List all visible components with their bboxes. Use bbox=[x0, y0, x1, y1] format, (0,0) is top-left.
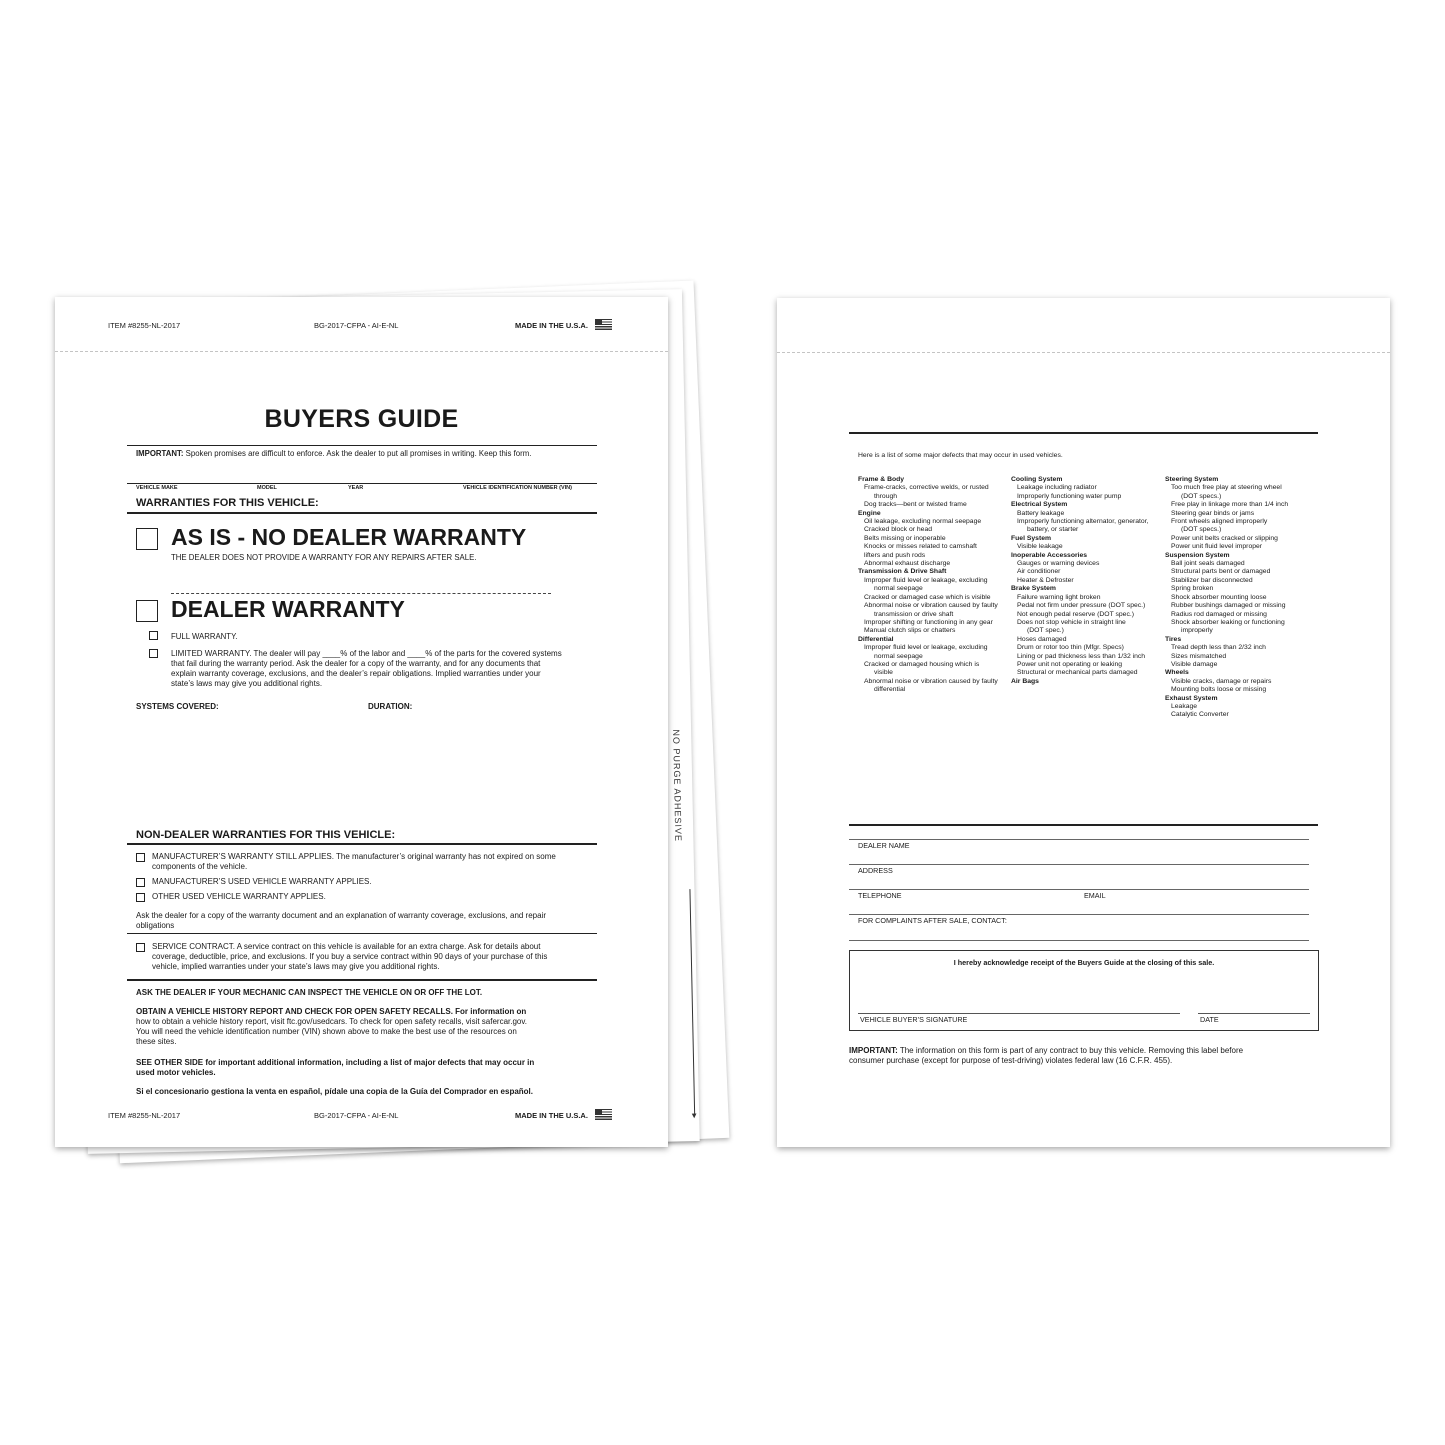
date-label: DATE bbox=[1200, 1015, 1219, 1024]
item-number-top: ITEM #8255-NL-2017 bbox=[108, 321, 181, 330]
buyers-guide-back bbox=[777, 298, 1390, 1147]
defect-item: Drum or rotor too thin (Mfgr. Specs) bbox=[1017, 644, 1124, 652]
us-flag-icon bbox=[595, 1109, 612, 1120]
defect-item: Belts missing or inoperable bbox=[864, 534, 946, 542]
vehicle-make-label: VEHICLE MAKE bbox=[136, 485, 178, 491]
defect-item: Steering gear binds or jams bbox=[1171, 509, 1255, 517]
complaints-label: FOR COMPLAINTS AFTER SALE, CONTACT: bbox=[858, 916, 1007, 925]
as-is-subtitle: THE DEALER DOES NOT PROVIDE A WARRANTY FOR ANY REPAIRS AFTER SALE. bbox=[171, 553, 477, 562]
defect-item: Gauges or warning devices bbox=[1017, 560, 1100, 568]
bottom-rule bbox=[127, 979, 597, 981]
defect-category: Exhaust System bbox=[1165, 694, 1218, 702]
history-report-text: OBTAIN A VEHICLE HISTORY REPORT AND CHECK FOR OPEN SAFETY RECALLS. For information on how to obtain a vehicle history report, visit ftc.gov/usedcars. To check for open safety recalls, visit safercar.gov. You will need the vehicle identification number (VIN) shown above to make the best use of the resources on these sites. bbox=[136, 1007, 527, 1046]
year-label: YEAR bbox=[348, 485, 364, 491]
adhesive-arrow-line bbox=[689, 889, 695, 1114]
adhesive-side-label: NO PURGE ADHESIVE bbox=[671, 729, 684, 843]
defect-item: Structural parts bent or damaged bbox=[1171, 568, 1271, 576]
service-contract-checkbox[interactable] bbox=[136, 943, 145, 952]
defect-item: Tread depth less than 2/32 inch bbox=[1171, 644, 1266, 652]
adhesive-arrow-head: ▼ bbox=[690, 1111, 699, 1121]
signature-label: VEHICLE BUYER’S SIGNATURE bbox=[860, 1015, 968, 1024]
limited-warranty-checkbox[interactable] bbox=[149, 649, 158, 658]
defects-top-rule bbox=[849, 432, 1318, 434]
dealer-warranty-checkbox[interactable] bbox=[136, 600, 158, 622]
mechanic-notice: ASK THE DEALER IF YOUR MECHANIC CAN INSPECT THE VEHICLE ON OR OFF THE LOT. bbox=[136, 988, 483, 997]
defect-category: Steering System bbox=[1165, 476, 1219, 483]
defect-category: Transmission & Drive Shaft bbox=[858, 568, 947, 576]
defect-item: transmission or drive shaft bbox=[874, 610, 954, 618]
defect-item: Cracked or damaged housing which is bbox=[864, 660, 980, 668]
defect-item: Cracked block or head bbox=[864, 526, 933, 534]
vin-label: VEHICLE IDENTIFICATION NUMBER (VIN) bbox=[463, 485, 572, 491]
full-warranty-label: FULL WARRANTY. bbox=[171, 632, 238, 641]
defect-item: improperly bbox=[1181, 627, 1213, 635]
important-notice: IMPORTANT: Spoken promises are difficult to enforce. Ask the dealer to put all promises in writing. Keep this form. bbox=[136, 449, 532, 458]
dealer-line-4 bbox=[849, 914, 1309, 915]
defect-item: Improper fluid level or leakage, excluding bbox=[864, 576, 988, 584]
other-side-text: SEE OTHER SIDE for important additional information, including a list of major defects that may occur in used motor vehicles. bbox=[136, 1058, 535, 1077]
back-important-notice: IMPORTANT: The information on this form is part of any contract to buy this vehicle. Removing this label before consumer purchase (except for purpose of test-driving) violates federal law (16 C.F.R. 455). bbox=[849, 1046, 1244, 1065]
defect-item: Oil leakage, excluding normal seepage bbox=[864, 518, 982, 526]
defect-item: Pedal not firm under pressure (DOT spec.) bbox=[1017, 602, 1146, 610]
duration-label: DURATION: bbox=[368, 702, 413, 711]
defect-category: Frame & Body bbox=[858, 476, 905, 483]
defect-item: Visible cracks, damage or repairs bbox=[1171, 677, 1272, 685]
defects-column-2 bbox=[1011, 476, 1161, 686]
defect-item: Failure warning light broken bbox=[1017, 593, 1101, 601]
ask-copy-text: Ask the dealer for a copy of the warranty document and an explanation of warranty coverage, exclusions, and repair obligations bbox=[136, 911, 547, 930]
as-is-checkbox[interactable] bbox=[136, 528, 158, 550]
defect-item: Not enough pedal reserve (DOT spec.) bbox=[1017, 610, 1134, 618]
non-dealer-rule bbox=[127, 843, 597, 845]
defect-item: Visible damage bbox=[1171, 660, 1218, 668]
systems-covered-label: SYSTEMS COVERED: bbox=[136, 702, 219, 711]
defect-item: Abnormal exhaust discharge bbox=[864, 560, 951, 568]
defect-item: Leakage including radiator bbox=[1017, 484, 1097, 492]
defect-item: Cracked or damaged case which is visible bbox=[864, 593, 991, 601]
defect-category: Wheels bbox=[1165, 669, 1189, 677]
defect-item: Hoses damaged bbox=[1017, 635, 1067, 643]
defect-item: visible bbox=[874, 669, 893, 677]
acknowledgement-box bbox=[849, 950, 1319, 1031]
defect-item: (DOT specs.) bbox=[1181, 526, 1222, 534]
as-is-dashed-divider bbox=[171, 593, 551, 594]
defect-item: Improperly functioning water pump bbox=[1017, 492, 1122, 500]
defect-item: Radius rod damaged or missing bbox=[1171, 610, 1267, 618]
mfr-warranty-text: MANUFACTURER’S WARRANTY STILL APPLIES. The manufacturer’s original warranty has not expired on some components of the vehicle. bbox=[152, 852, 556, 871]
service-rule bbox=[127, 933, 597, 934]
mfr-used-checkbox[interactable] bbox=[136, 878, 145, 887]
as-is-title: AS IS - NO DEALER WARRANTY bbox=[171, 524, 527, 550]
defect-category: Differential bbox=[858, 635, 894, 643]
made-in-usa-top: MADE IN THE U.S.A. bbox=[515, 321, 588, 330]
defect-item: Power unit belts cracked or slipping bbox=[1171, 534, 1278, 542]
defect-category: Suspension System bbox=[1165, 551, 1230, 559]
warranties-heading: WARRANTIES FOR THIS VEHICLE: bbox=[136, 497, 319, 509]
dealer-line-5 bbox=[849, 940, 1309, 941]
made-in-usa-bottom: MADE IN THE U.S.A. bbox=[515, 1111, 588, 1120]
defects-column-3 bbox=[1165, 476, 1315, 720]
defect-item: Visible leakage bbox=[1017, 543, 1063, 551]
defect-item: Stabilizer bar disconnected bbox=[1171, 576, 1253, 584]
telephone-label: TELEPHONE bbox=[858, 891, 902, 900]
defect-item: Improper shifting or functioning in any gear bbox=[864, 618, 993, 626]
defect-item: battery, or starter bbox=[1027, 526, 1079, 534]
form-code-bottom: BG-2017-CFPA - AI-E-NL bbox=[314, 1111, 399, 1120]
defect-category: Fuel System bbox=[1011, 534, 1052, 542]
defect-item: Mounting bolts loose or missing bbox=[1171, 686, 1267, 694]
defect-category: Engine bbox=[858, 509, 881, 517]
defect-item: Lining or pad thickness less than 1/32 inch bbox=[1017, 652, 1146, 660]
defect-item: Air conditioner bbox=[1017, 568, 1061, 576]
defect-category: Cooling System bbox=[1011, 476, 1063, 483]
defect-item: normal seepage bbox=[874, 585, 923, 593]
defect-item: Dog tracks—bent or twisted frame bbox=[864, 501, 967, 509]
defect-item: Shock absorber leaking or functioning bbox=[1171, 618, 1285, 626]
defect-item: Rubber bushings damaged or missing bbox=[1171, 602, 1286, 610]
dealer-line-2 bbox=[849, 864, 1309, 865]
perforation-line bbox=[777, 352, 1390, 353]
non-dealer-heading: NON-DEALER WARRANTIES FOR THIS VEHICLE: bbox=[136, 829, 396, 841]
other-used-checkbox[interactable] bbox=[136, 893, 145, 902]
buyers-guide-front bbox=[55, 297, 668, 1147]
defect-item: Spring broken bbox=[1171, 585, 1214, 593]
warranties-rule bbox=[127, 512, 597, 514]
defect-item: lifters and push rods bbox=[864, 551, 926, 559]
defect-item: Power unit fluid level improper bbox=[1171, 543, 1263, 551]
defect-item: Structural or mechanical parts damaged bbox=[1017, 669, 1138, 677]
defect-item: Battery leakage bbox=[1017, 509, 1065, 517]
limited-warranty-text: LIMITED WARRANTY. The dealer will pay ____% of the labor and ____% of the parts for the covered systems that fail during the warranty period. Ask the dealer for a copy of the warranty, and for any documents that explain warranty coverage, exclusions, and the dealer’s repair obligations. Implied warranties under your state’s laws may give you additional rights. bbox=[171, 649, 562, 688]
mfr-warranty-checkbox[interactable] bbox=[136, 853, 145, 862]
defect-item: Shock absorber mounting loose bbox=[1171, 593, 1267, 601]
defect-item: Heater & Defroster bbox=[1017, 576, 1074, 584]
perforation-line bbox=[55, 351, 668, 352]
defect-category: Tires bbox=[1165, 635, 1182, 643]
defects-column-1 bbox=[858, 476, 1008, 695]
defect-item: Leakage bbox=[1171, 702, 1198, 710]
defect-item: through bbox=[874, 492, 898, 500]
dealer-line-1 bbox=[849, 839, 1309, 840]
defect-item: Sizes mismatched bbox=[1171, 652, 1227, 660]
defect-item: Catalytic Converter bbox=[1171, 711, 1229, 719]
defect-item: Free play in linkage more than 1/4 inch bbox=[1171, 501, 1289, 509]
full-warranty-checkbox[interactable] bbox=[149, 631, 158, 640]
model-label: MODEL bbox=[257, 485, 277, 491]
item-number-bottom: ITEM #8255-NL-2017 bbox=[108, 1111, 181, 1120]
us-flag-icon bbox=[595, 319, 612, 330]
defect-item: Power unit not operating or leaking bbox=[1017, 660, 1123, 668]
defect-item: Abnormal noise or vibration caused by faulty bbox=[864, 677, 998, 685]
defect-item: Frame-cracks, corrective welds, or rusted bbox=[864, 484, 989, 492]
defect-item: Front wheels aligned improperly bbox=[1171, 518, 1268, 526]
defect-item: Does not stop vehicle in straight line bbox=[1017, 618, 1126, 626]
defect-item: Too much free play at steering wheel bbox=[1171, 484, 1282, 492]
dealer-info-rule bbox=[849, 824, 1318, 826]
defect-item: Manual clutch slips or chatters bbox=[864, 627, 956, 635]
date-line[interactable] bbox=[1198, 1013, 1310, 1014]
defect-item: Improperly functioning alternator, generator, bbox=[1017, 518, 1149, 526]
defect-item: (DOT specs.) bbox=[1181, 492, 1222, 500]
defect-item: differential bbox=[874, 686, 906, 694]
title-rule bbox=[127, 445, 597, 446]
service-contract-text: SERVICE CONTRACT. A service contract on this vehicle is available for an extra charge. Ask for details about coverage, deductible, price, and exclusions. If you buy a service contract within 90 days of your purchase of this vehicle, implied warranties under your state’s laws may give you additional rights. bbox=[152, 942, 548, 971]
address-label: ADDRESS bbox=[858, 866, 893, 875]
dealer-line-3 bbox=[849, 889, 1309, 890]
vehicle-field-line bbox=[127, 483, 597, 484]
defect-item: Knocks or misses related to camshaft bbox=[864, 543, 977, 551]
defect-item: Abnormal noise or vibration caused by faulty bbox=[864, 602, 998, 610]
signature-line[interactable] bbox=[858, 1013, 1180, 1014]
defect-category: Air Bags bbox=[1011, 677, 1039, 685]
defect-item: (DOT spec.) bbox=[1027, 627, 1064, 635]
dealer-name-label: DEALER NAME bbox=[858, 841, 910, 850]
acknowledge-text: I hereby acknowledge receipt of the Buyers Guide at the closing of this sale. bbox=[953, 958, 1215, 967]
defect-item: normal seepage bbox=[874, 652, 923, 660]
other-used-label: OTHER USED VEHICLE WARRANTY APPLIES. bbox=[152, 892, 326, 901]
page-title: BUYERS GUIDE bbox=[264, 405, 459, 433]
spanish-notice: Si el concesionario gestiona la venta en español, pídale una copia de la Guía del Comprador en español. bbox=[136, 1087, 533, 1096]
defect-item: Improper fluid level or leakage, excluding bbox=[864, 644, 988, 652]
dealer-warranty-title: DEALER WARRANTY bbox=[171, 596, 405, 622]
mfr-used-label: MANUFACTURER’S USED VEHICLE WARRANTY APPLIES. bbox=[152, 877, 372, 886]
defects-intro: Here is a list of some major defects that may occur in used vehicles. bbox=[858, 452, 1063, 459]
defect-category: Brake System bbox=[1011, 585, 1056, 593]
form-code-top: BG-2017-CFPA - AI-E-NL bbox=[314, 321, 399, 330]
defect-category: Electrical System bbox=[1011, 501, 1068, 509]
defect-item: Ball joint seals damaged bbox=[1171, 560, 1245, 568]
email-label: EMAIL bbox=[1084, 891, 1106, 900]
defect-category: Inoperable Accessories bbox=[1011, 551, 1088, 559]
